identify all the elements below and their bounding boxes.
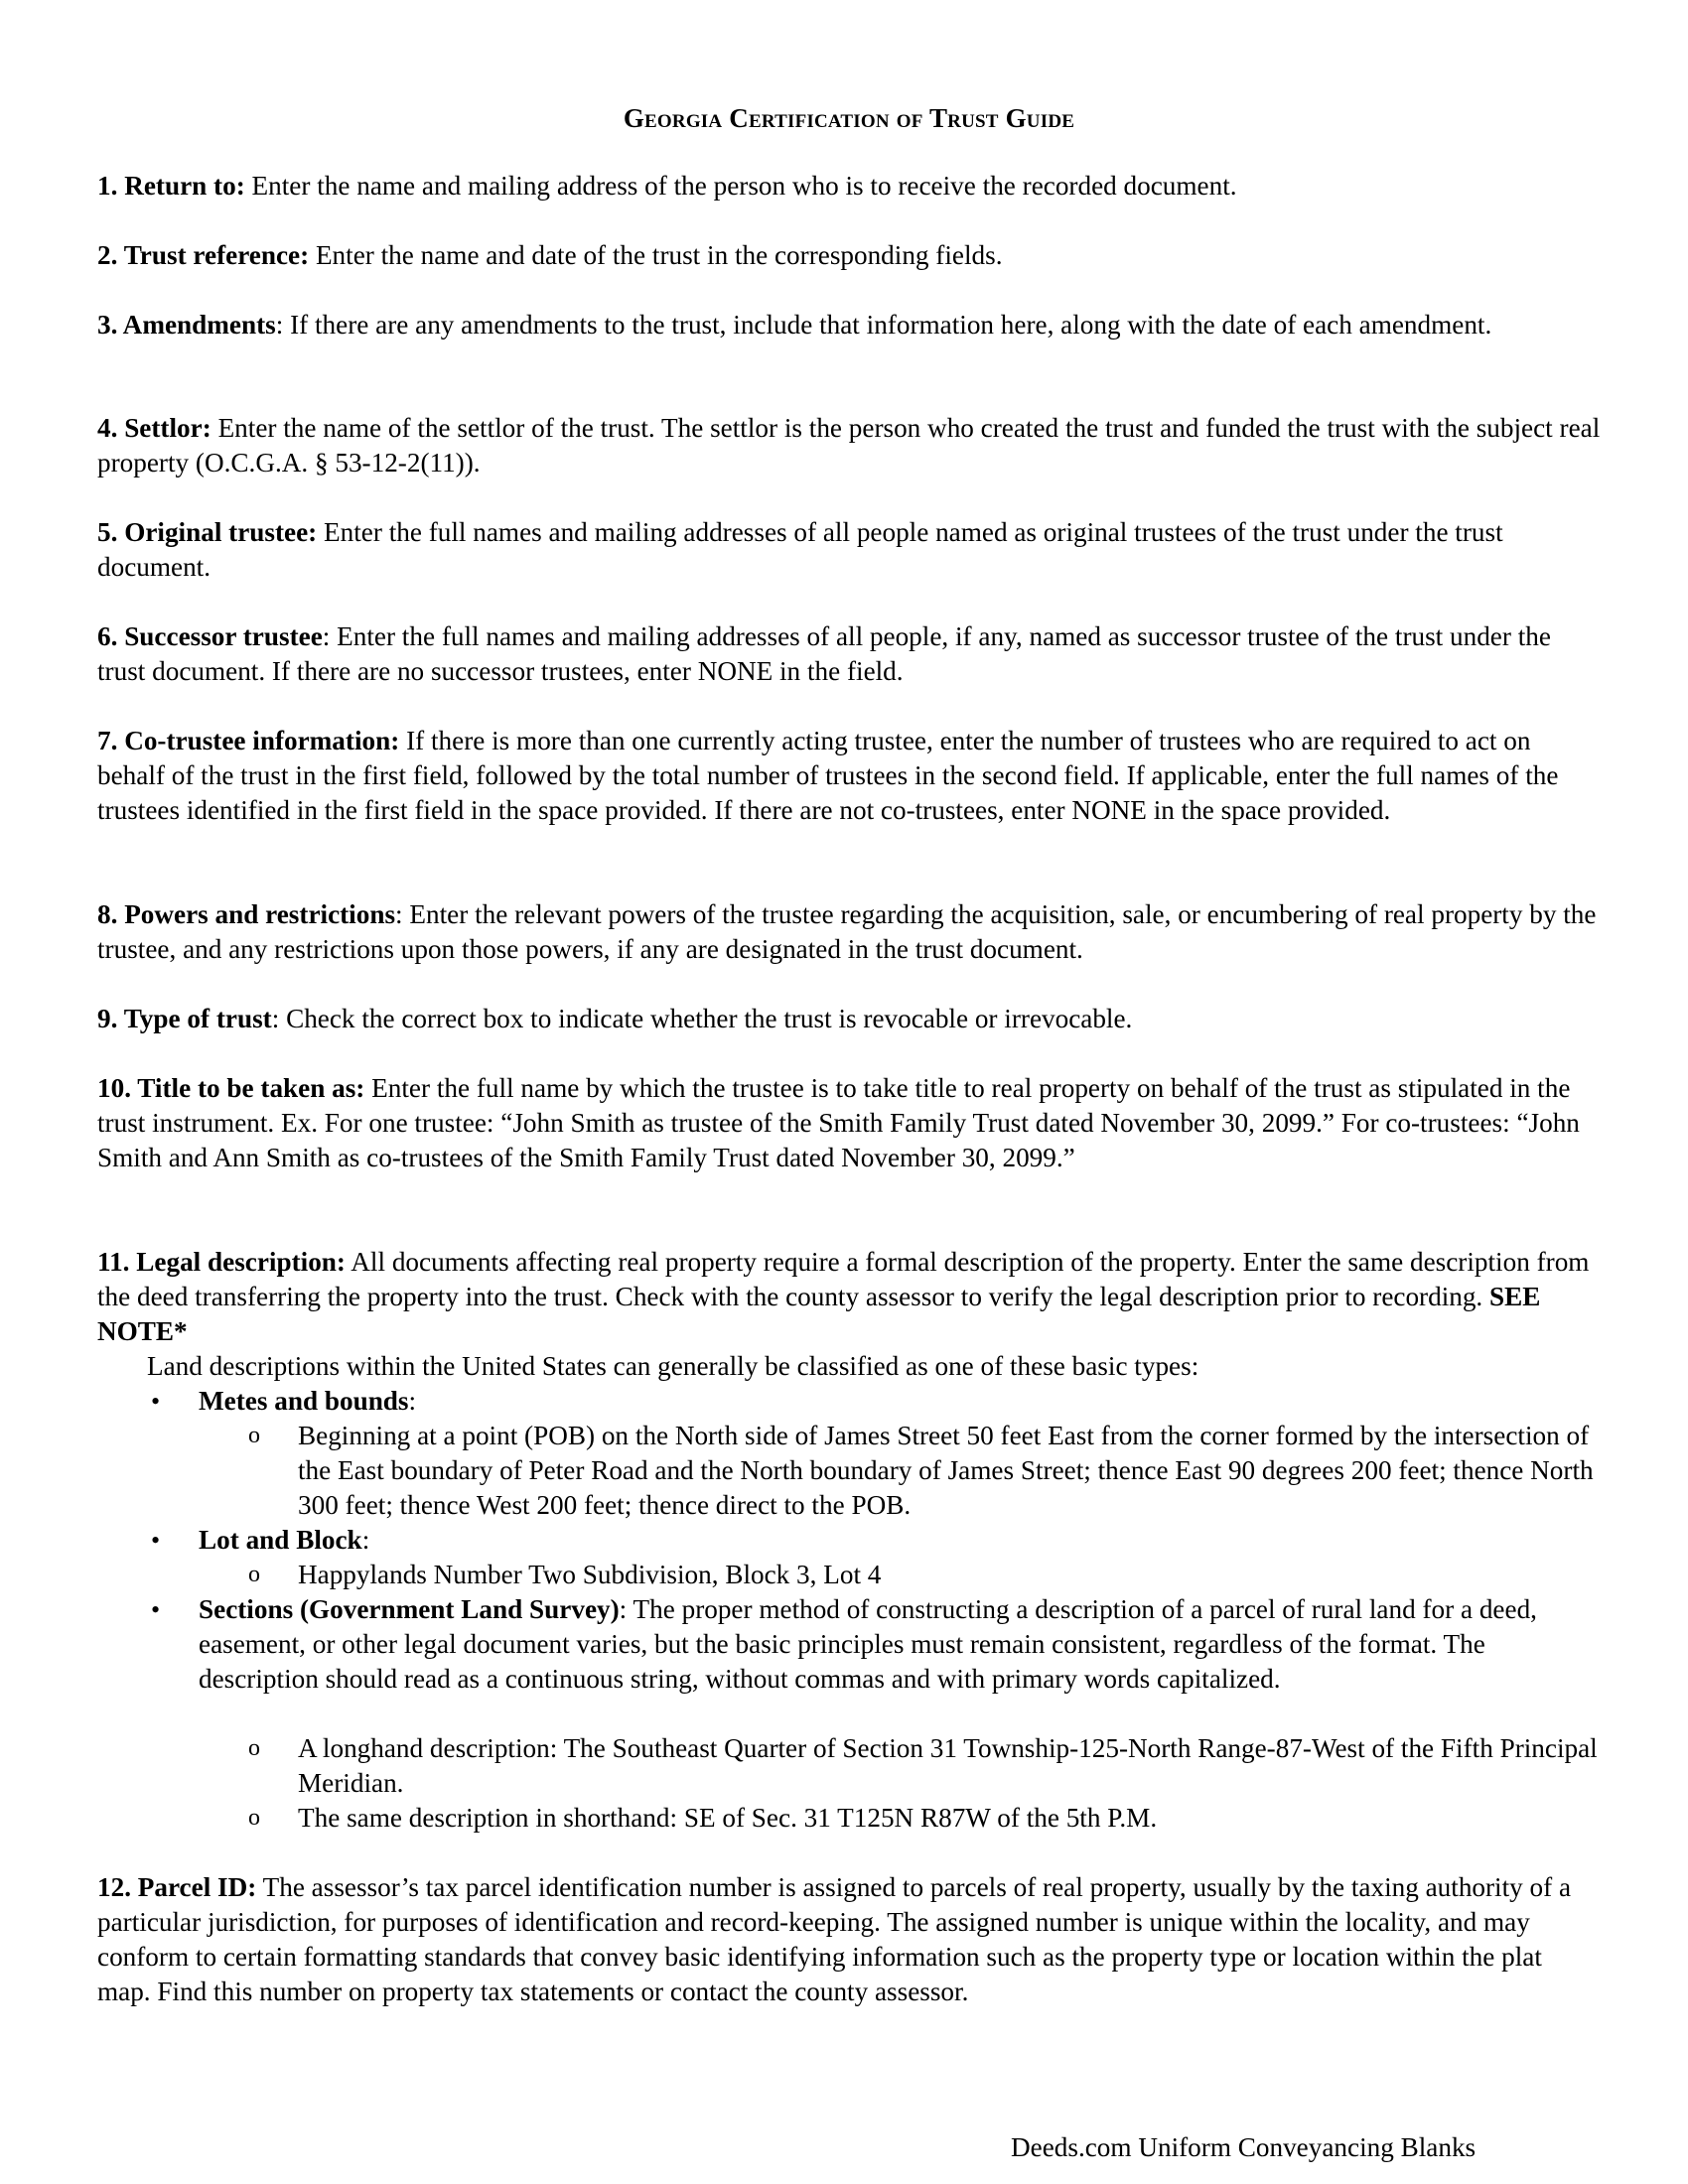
item-text: All documents affecting real property require a formal description of the property. Enter the same description from the deed transferring the property into the trust. Check with the county assessor to verify the legal description prior to recording. [97,1247,1590,1311]
item-label: 5. Original trustee: [97,517,318,547]
guide-item-settlor [97,411,1601,480]
item-text: Enter the name and mailing address of the person who is to receive the recorded document. [244,171,1237,201]
metes-and-bounds-example: Beginning at a point (POB) on the North side of James Street 50 feet East from the corner formed by the intersection of the East boundary of Peter Road and the North boundary of James Street; thence East 90 degrees 200 feet; thence North 300 feet; thence West 200 feet; thence direct to the POB. [298,1421,1594,1520]
item-label: 3. Amendments [97,310,276,340]
item-label: 12. Parcel ID: [97,1872,257,1902]
guide-item-legal-description [97,1245,1601,1349]
guide-item-powers-and-restrictions [97,897,1601,967]
list-item-sections [199,1592,1601,1697]
guide-item-return-to [97,169,1601,204]
circle-bullet-icon: o [248,1423,260,1448]
list-item-lot-and-block [199,1523,1601,1558]
item-label: 6. Successor trustee [97,621,323,651]
see-note: SEE NOTE* [97,1282,1541,1346]
item-text: The assessor’s tax parcel identification number is assigned to parcels of real property, usually by the taxing authority of a particular jurisdiction, for purposes of identification and record-keeping. The assigned number is unique within the locality, and may conform to certain formatting standards that convey basic identifying information such as the property type or location within the plat map. Find this number on property tax statements or contact the county assessor. [97,1872,1572,2006]
guide-item-type-of-trust [97,1002,1601,1036]
guide-item-title-to-be-taken-as [97,1071,1601,1175]
item-text: : Enter the relevant powers of the trustee regarding the acquisition, sale, or encumbering of real property by the trustee, and any restrictions upon those powers, if any are designated in the trust document. [97,899,1597,964]
label-suffix: : [361,1525,370,1555]
item-label: 8. Powers and restrictions [97,899,396,929]
item-text: Enter the name and date of the trust in the corresponding fields. [309,240,1003,270]
circle-bullet-icon: o [248,1562,260,1587]
item-label: 11. Legal description: [97,1247,346,1277]
list-item-metes-and-bounds [199,1384,1601,1419]
item-text: If there is more than one currently acting trustee, enter the number of trustees who are required to act on behalf of the trust in the first field, followed by the total number of trustees in the second field. If applicable, enter the full names of the trustees identified in the first field in the space provided. If there are not co-trustees, enter NONE in the space provided. [97,726,1559,825]
circle-bullet-icon: o [248,1805,260,1831]
bullet-icon: • [151,1595,161,1624]
item-label: 1. Return to: [97,171,245,201]
item-text: Enter the full names and mailing addresses of all people named as original trustees of the trust under the trust document. [97,517,1503,582]
guide-item-co-trustee-information [97,724,1601,828]
sections-text: : The proper method of constructing a description of a parcel of rural land for a deed, easement, or other legal document varies, but the basic principles must remain consistent, regardless of the format. The description should read as a continuous string, without commas and with primary words capitalized. [199,1594,1537,1694]
bullet-icon: • [151,1387,161,1416]
metes-and-bounds-label: Metes and bounds [199,1386,409,1416]
item-label: 7. Co-trustee information: [97,726,400,755]
item-label: 2. Trust reference: [97,240,310,270]
longhand-description-example: A longhand description: The Southeast Quarter of Section 31 Township-125-North Range-87-West of the Fifth Principal Meridian. [298,1733,1598,1798]
label-suffix: : [408,1386,417,1416]
item-text: : Enter the full names and mailing addresses of all people, if any, named as successor trustee of the trust under the trust document. If there are no successor trustees, enter NONE in the field. [97,621,1551,686]
guide-item-parcel-id [97,1870,1601,2009]
guide-item-amendments [97,308,1601,342]
item-label: 9. Type of trust [97,1004,272,1033]
item-text: : Check the correct box to indicate whether the trust is revocable or irrevocable. [271,1004,1133,1033]
footer-text: Deeds.com Uniform Conveyancing Blanks [1011,2132,1477,2162]
item-text: : If there are any amendments to the trust, include that information here, along with the date of each amendment. [275,310,1492,340]
land-descriptions-intro: Land descriptions within the United States can generally be classified as one of these basic types: [147,1351,1199,1381]
item-label: 4. Settlor: [97,413,211,443]
lot-and-block-example: Happylands Number Two Subdivision, Block 3, Lot 4 [298,1560,882,1589]
guide-item-original-trustee [97,515,1601,585]
bullet-icon: • [151,1526,161,1555]
circle-bullet-icon: o [248,1735,260,1761]
sections-label: Sections (Government Land Survey) [199,1594,620,1624]
guide-item-successor-trustee [97,619,1601,689]
item-text: Enter the full name by which the trustee is to take title to real property on behalf of the trust as stipulated in the trust instrument. Ex. For one trustee: “John Smith as trustee of the Smith Family Trust dated November 30, 2099.” For co-trustees: “John Smith and Ann Smith as co-trustees of the Smith Family Trust dated November 30, 2099.” [97,1073,1580,1172]
item-text: Enter the name of the settlor of the trust. The settlor is the person who created the trust and funded the trust with the subject real property (O.C.G.A. § 53-12-2(11)). [97,413,1601,478]
item-label: 10. Title to be taken as: [97,1073,365,1103]
shorthand-description-example: The same description in shorthand: SE of Sec. 31 T125N R87W of the 5th P.M. [298,1803,1158,1833]
guide-item-trust-reference [97,238,1601,273]
lot-and-block-label: Lot and Block [199,1525,362,1555]
page-title: Georgia Certification of Trust Guide [623,103,1075,133]
